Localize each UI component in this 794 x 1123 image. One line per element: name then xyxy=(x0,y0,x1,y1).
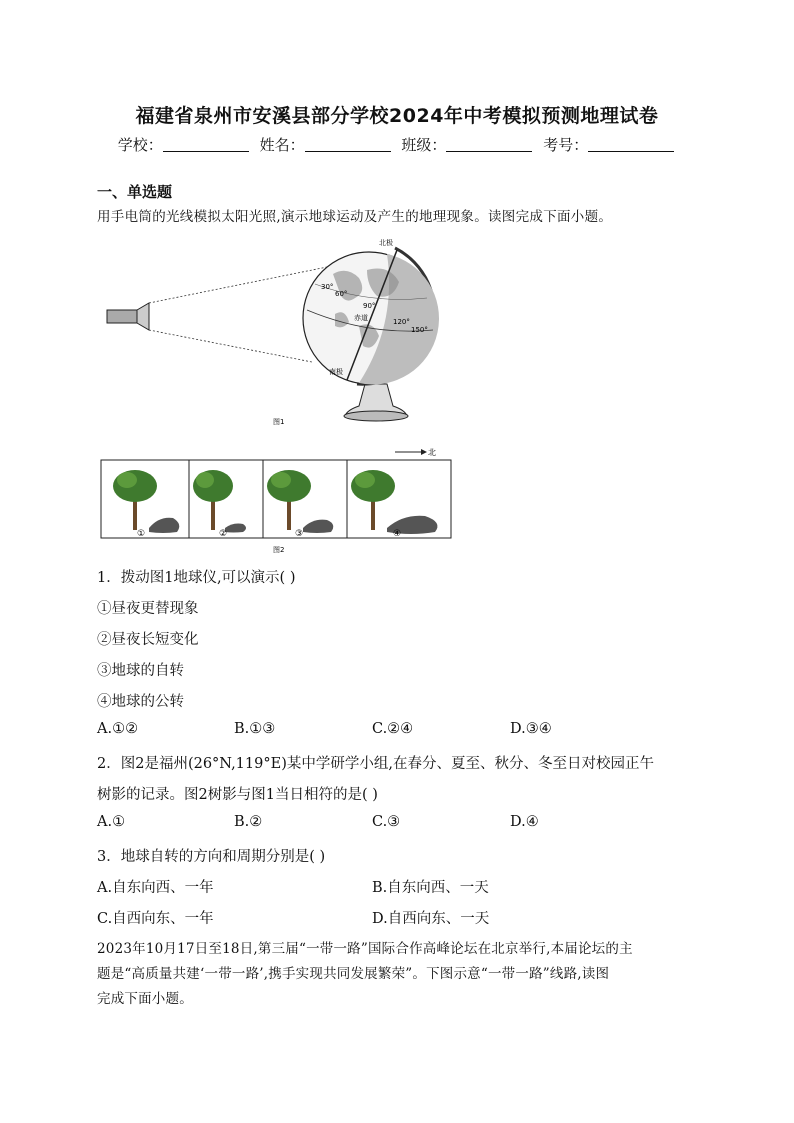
class-label: 班级： xyxy=(401,136,447,154)
panel-label-2: ② xyxy=(219,529,228,539)
passage xyxy=(97,937,703,1012)
q2-stem-line1: 2．图2是福州(26°N,119°E)某中学研学小组,在春分、夏至、秋分、冬至日对校园正午 xyxy=(97,756,654,772)
light-beam-top xyxy=(149,267,327,303)
lon-90-label: 90° xyxy=(363,302,376,310)
q2-choice-a[interactable]: A.① xyxy=(97,814,126,830)
q2-stem-line2: 树影的记录。图2树影与图1当日相符的是( ) xyxy=(97,787,378,803)
passage-line-3: 完成下面小题。 xyxy=(97,991,193,1007)
exam-no-blank[interactable] xyxy=(588,137,674,152)
q1-choice-d[interactable]: D.③④ xyxy=(510,721,552,737)
q1-item-3: ③地球的自转 xyxy=(97,663,184,679)
q1-choice-a[interactable]: A.①② xyxy=(97,721,139,737)
panel-label-3: ③ xyxy=(295,529,304,539)
q1-item-2: ②昼夜长短变化 xyxy=(97,632,199,648)
q2-choice-c[interactable]: C.③ xyxy=(372,814,401,830)
lat-30-label: 30° xyxy=(321,283,334,291)
school-label: 学校： xyxy=(117,136,163,154)
figure2-tree-shadows xyxy=(97,444,457,556)
figure1-caption: 图1 xyxy=(273,418,285,426)
north-arrow-head xyxy=(421,449,427,455)
q3-stem: 3．地球自转的方向和周期分别是( ) xyxy=(97,849,326,865)
north-pole-label: 北极 xyxy=(379,239,393,247)
lon-150-label: 150° xyxy=(411,326,428,334)
flashlight-head xyxy=(137,303,149,330)
exam-title: 福建省泉州市安溪县部分学校2024年中考模拟预测地理试卷 xyxy=(135,105,659,127)
figure2-caption: 图2 xyxy=(273,546,285,554)
q3-choice-a[interactable]: A.自东向西、一年 xyxy=(97,880,214,896)
q2-choice-d[interactable]: D.④ xyxy=(510,814,539,830)
panel-label-1: ① xyxy=(137,529,146,539)
section-title: 一、单选题 xyxy=(97,183,173,201)
light-beam-bottom xyxy=(149,330,312,362)
lon-120-label: 120° xyxy=(393,318,410,326)
class-blank[interactable] xyxy=(446,137,532,152)
equator-label: 赤道 xyxy=(354,314,368,322)
q1-item-4: ④地球的公转 xyxy=(97,694,184,710)
q3-choice-b[interactable]: B.自东向西、一天 xyxy=(372,880,489,896)
exam-no-label: 考号： xyxy=(543,136,589,154)
passage-line-1: 2023年10月17日至18日,第三届“一带一路”国际合作高峰论坛在北京举行,本届论坛的主 xyxy=(97,941,633,957)
student-info-line xyxy=(0,134,794,155)
lon-60-label: 60° xyxy=(335,290,348,298)
panel-label-4: ④ xyxy=(393,529,402,539)
passage-line-2: 题是“高质量共建‘一带一路’,携手实现共同发展繁荣”。下图示意“一带一路”线路,读图 xyxy=(97,966,610,982)
figure1-globe-illustration xyxy=(97,234,457,430)
intro-text: 用手电筒的光线模拟太阳光照,演示地球运动及产生的地理现象。读图完成下面小题。 xyxy=(97,209,613,225)
q1-item-1: ①昼夜更替现象 xyxy=(97,601,199,617)
flashlight-body xyxy=(107,310,137,323)
north-label: 北 xyxy=(428,448,436,457)
q1-choice-b[interactable]: B.①③ xyxy=(234,721,276,737)
q3-choice-d[interactable]: D.自西向东、一天 xyxy=(372,911,490,927)
q1-choice-c[interactable]: C.②④ xyxy=(372,721,414,737)
q1-stem: 1．拨动图1地球仪,可以演示( ) xyxy=(97,570,296,586)
q3-choice-c[interactable]: C.自西向东、一年 xyxy=(97,911,214,927)
south-pole-label: 南极 xyxy=(329,368,343,376)
globe-base xyxy=(344,411,408,421)
name-blank[interactable] xyxy=(305,137,391,152)
name-label: 姓名： xyxy=(259,136,305,154)
school-blank[interactable] xyxy=(163,137,249,152)
q2-choice-b[interactable]: B.② xyxy=(234,814,263,830)
